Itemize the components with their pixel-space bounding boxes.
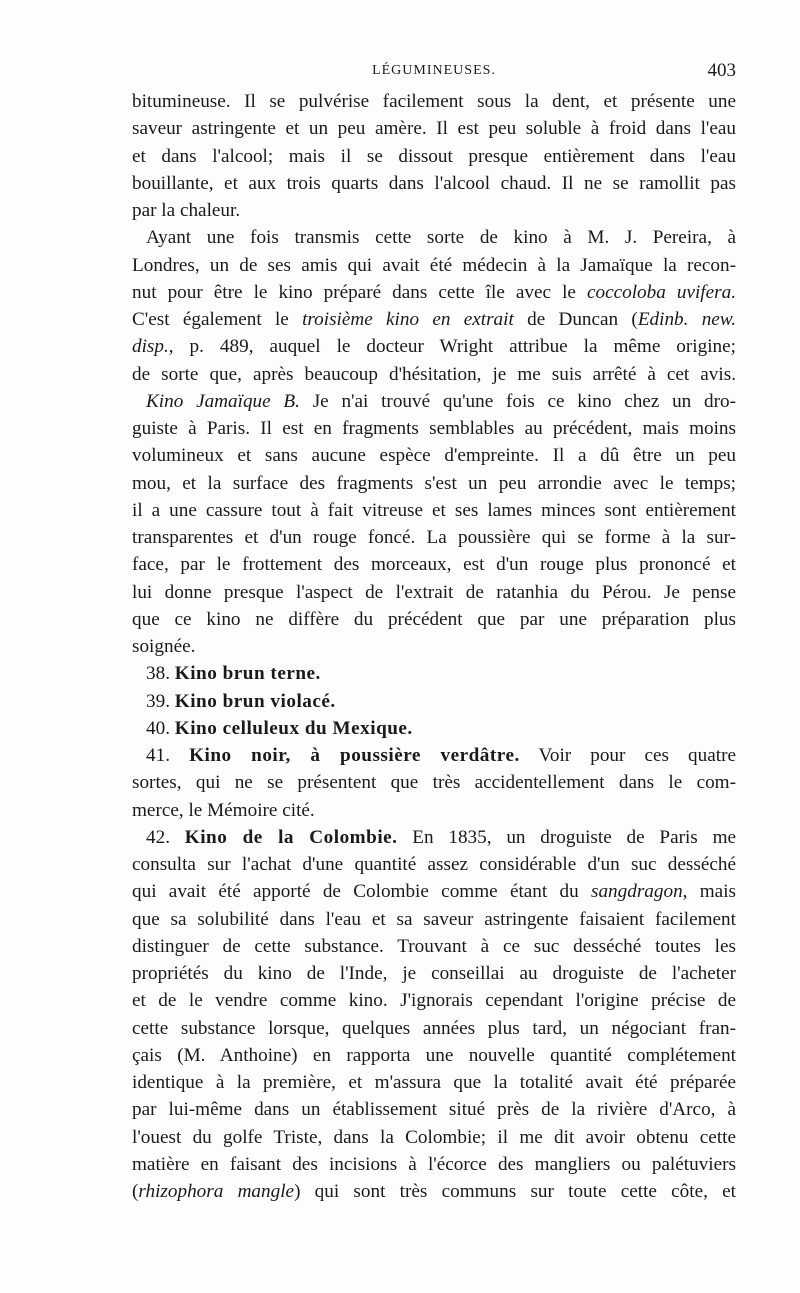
italic-text: coccoloba uvifera. — [586, 281, 737, 303]
text-line — [132, 633, 736, 660]
text-span: identique à la première, et m'assura que la totalité avait été préparée — [132, 1072, 736, 1093]
text-line — [132, 333, 736, 360]
text-span: transparentes et d'un rouge foncé. La poussière qui se forme à la sur- — [132, 527, 736, 548]
text-line — [132, 197, 736, 224]
page-header — [132, 60, 736, 84]
text-span: saveur astringente et un peu amère. Il est peu soluble à froid dans l'eau — [132, 118, 736, 140]
text-line — [132, 170, 736, 197]
text-span: ( — [132, 1181, 139, 1202]
text-line — [132, 688, 736, 715]
text-line — [132, 1015, 736, 1042]
text-line — [132, 1042, 736, 1069]
text-span: 40. — [146, 717, 175, 739]
text-line — [132, 797, 736, 824]
text-span: face, par le frottement des morceaux, est d'un rouge plus prononcé et — [132, 554, 736, 576]
text-line — [132, 143, 736, 170]
text-span: Voir pour ces quatre — [519, 745, 736, 766]
body-text — [132, 88, 736, 1205]
text-span: bitumineuse. Il se pulvérise facilement sous la dent, et présente une — [132, 91, 736, 112]
text-span: , mais — [682, 881, 736, 903]
italic-text: sangdragon — [590, 881, 683, 903]
text-span: ) qui sont très communs sur toute cette côte, et — [294, 1181, 736, 1202]
text-line — [132, 851, 736, 878]
text-line — [132, 1151, 736, 1178]
section-heading: Kino brun terne. — [174, 663, 321, 685]
text-span: lui donne presque l'aspect de l'extrait de ratanhia du Pérou. Je pense — [132, 581, 736, 603]
section-heading: Kino celluleux du Mexique. — [174, 717, 413, 739]
text-line — [132, 742, 736, 769]
section-heading: Kino de la Colombie. — [184, 826, 398, 848]
text-span: il a une cassure tout à fait vitreuse et ses lames minces sont entièrement — [132, 499, 736, 521]
text-span: En 1835, un droguiste de Paris me — [397, 826, 737, 848]
text-line — [132, 252, 736, 279]
text-line — [132, 579, 736, 606]
text-span: propriétés du kino de l'Inde, je conseillai au droguiste de l'acheter — [132, 963, 736, 984]
text-line — [132, 88, 736, 115]
text-span: et dans l'alcool; mais il se dissout presque entièrement dans l'eau — [132, 145, 736, 167]
text-line — [132, 606, 736, 633]
text-line — [132, 361, 736, 388]
text-line — [132, 933, 736, 960]
text-line — [132, 769, 736, 796]
text-line — [132, 906, 736, 933]
text-span: que sa solubilité dans l'eau et sa saveur astringente faisaient facilement — [132, 908, 736, 930]
text-span: consulta sur l'achat d'une quantité assez considérable d'un suc desséché — [132, 854, 736, 875]
text-line — [132, 415, 736, 442]
text-span: bouillante, et aux trois quarts dans l'alcool chaud. Il ne se ramollit pas — [132, 172, 736, 194]
text-span: 41. — [146, 745, 190, 766]
italic-text: disp. — [132, 336, 169, 358]
text-line — [132, 470, 736, 497]
text-line — [132, 1069, 736, 1096]
text-span: cette substance lorsque, quelques années plus tard, un négociant fran- — [132, 1017, 736, 1039]
text-span: nut pour être le kino préparé dans cette île avec le — [132, 281, 587, 303]
text-span: qui avait été apporté de Colombie comme étant du — [132, 881, 591, 903]
text-span: C'est également le — [132, 309, 303, 330]
text-span: 42. — [146, 826, 185, 848]
text-line — [132, 306, 736, 333]
text-span: sortes, qui ne se présentent que très accidentellement dans le com- — [132, 772, 736, 794]
text-line — [132, 524, 736, 551]
text-span: et de le vendre comme kino. J'ignorais cependant l'origine précise de — [132, 990, 736, 1012]
text-line — [132, 987, 736, 1014]
running-head: LÉGUMINEUSES. — [372, 63, 496, 78]
text-line — [132, 115, 736, 142]
text-span: par la chaleur. — [132, 200, 241, 221]
italic-text: troisième kino en extrait — [302, 309, 514, 330]
text-span: Je n'ai trouvé qu'une fois ce kino chez un dro- — [299, 390, 736, 412]
italic-text: Edinb. new. — [637, 309, 736, 330]
text-span: soignée. — [132, 636, 196, 657]
text-line — [132, 715, 736, 742]
text-span: volumineux et sans aucune espèce d'empreinte. Il a dû être un peu — [132, 445, 736, 467]
text-line — [132, 660, 736, 687]
text-line — [132, 497, 736, 524]
text-span: distinguer de cette substance. Trouvant à ce suc desséché toutes les — [132, 935, 736, 957]
text-span: de sorte que, après beaucoup d'hésitation, je me suis arrêté à cet avis. — [132, 363, 736, 385]
text-span: , p. 489, auquel le docteur Wright attribue la même origine; — [168, 336, 736, 358]
text-line — [132, 824, 736, 851]
text-span: Londres, un de ses amis qui avait été médecin à la Jamaïque la recon- — [132, 254, 736, 276]
text-span: matière en faisant des incisions à l'écorce des mangliers ou palétuviers — [132, 1153, 736, 1175]
page-number: 403 — [707, 60, 736, 81]
text-line — [132, 1096, 736, 1123]
italic-text: Kino Jamaïque B. — [146, 390, 300, 412]
text-line — [132, 960, 736, 987]
text-span: l'ouest du golfe Triste, dans la Colombie; il me dit avoir obtenu cette — [132, 1126, 736, 1148]
text-line — [132, 388, 736, 415]
text-line — [132, 224, 736, 251]
italic-text: rhizophora mangle — [138, 1181, 295, 1202]
section-heading: Kino noir, à poussière verdâtre. — [189, 745, 520, 766]
text-span: çais (M. Anthoine) en rapporta une nouvelle quantité complétement — [132, 1044, 736, 1066]
text-line — [132, 279, 736, 306]
text-span: que ce kino ne diffère du précédent que par une préparation plus — [132, 608, 736, 630]
text-span: Ayant une fois transmis cette sorte de kino à M. J. Pereira, à — [146, 227, 736, 249]
text-span: par lui-même dans un établissement situé près de la rivière d'Arco, à — [132, 1099, 736, 1121]
section-heading: Kino brun violacé. — [174, 690, 336, 712]
text-line — [132, 551, 736, 578]
text-line — [132, 1124, 736, 1151]
text-span: 38. — [146, 663, 175, 685]
text-span: mou, et la surface des fragments s'est un peu arrondie avec le temps; — [132, 472, 736, 494]
text-span: 39. — [146, 690, 175, 712]
text-span: de Duncan ( — [513, 309, 638, 330]
text-span: merce, le Mémoire cité. — [132, 799, 315, 821]
text-span: guiste à Paris. Il est en fragments semblables au précédent, mais moins — [132, 418, 736, 439]
text-line — [132, 878, 736, 905]
text-line — [132, 1178, 736, 1205]
text-line — [132, 442, 736, 469]
